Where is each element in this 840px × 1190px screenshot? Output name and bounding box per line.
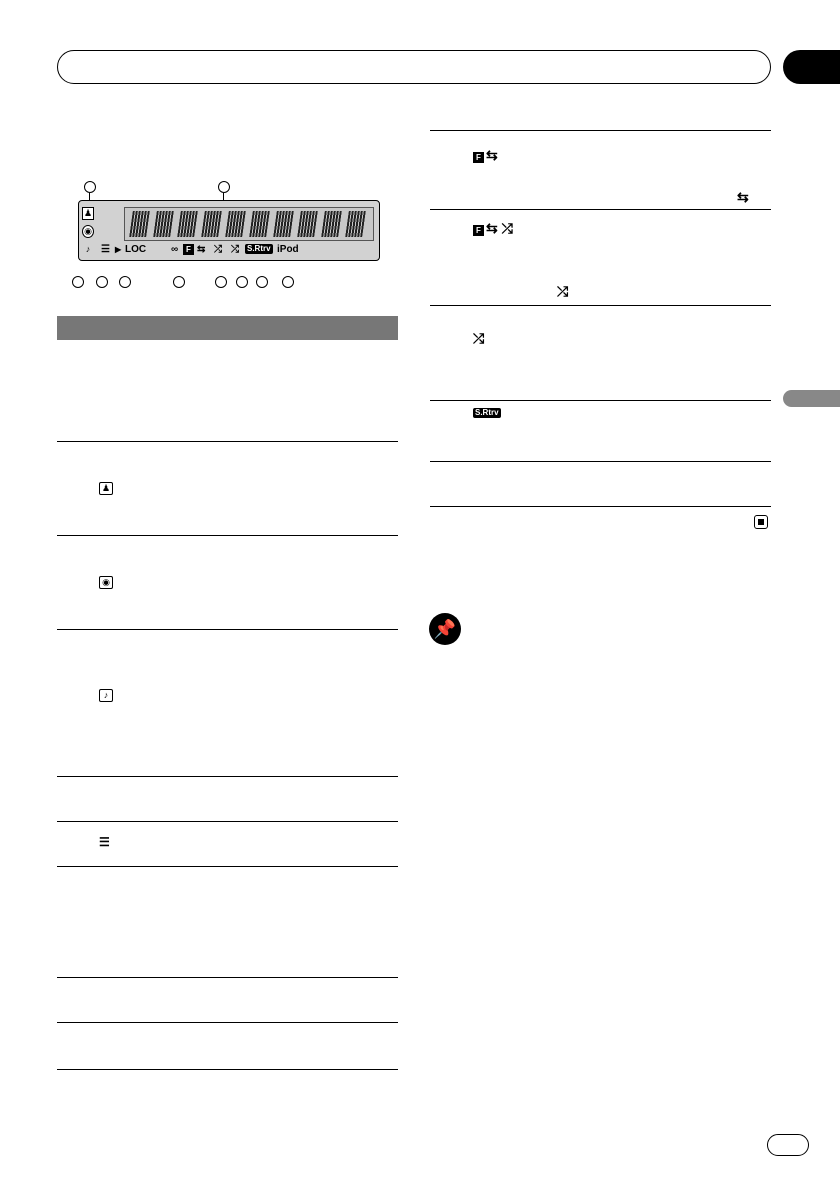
table-rule bbox=[57, 821, 398, 822]
random-icon: ⤮ bbox=[214, 244, 222, 255]
person-icon: ♟ bbox=[99, 482, 113, 495]
table-rule bbox=[430, 130, 771, 131]
folder-icon: F bbox=[183, 244, 196, 255]
repeat-icon: ⇆ bbox=[197, 244, 206, 255]
srtrv-icon: S.Rtrv bbox=[475, 408, 499, 417]
section-tab bbox=[783, 50, 840, 84]
list-icon: ☰ bbox=[101, 244, 110, 255]
ipod-indicator: iPod bbox=[277, 244, 299, 255]
callout-4 bbox=[96, 276, 108, 288]
repeat-icon: ⇆ bbox=[737, 189, 749, 205]
callout-1 bbox=[84, 181, 96, 193]
stereo-icon: ∞ bbox=[171, 244, 179, 255]
table-rule bbox=[57, 776, 398, 777]
display-figure bbox=[58, 180, 400, 288]
list-icon: ☰ bbox=[99, 835, 110, 849]
table-rule bbox=[430, 209, 771, 210]
callout-5 bbox=[119, 276, 131, 288]
callout-6 bbox=[173, 276, 185, 288]
header-bar bbox=[57, 50, 771, 84]
table-rule bbox=[57, 866, 398, 867]
disc-icon: ◉ bbox=[99, 576, 113, 589]
table-rule bbox=[57, 535, 398, 536]
table-rule bbox=[57, 441, 398, 442]
side-tab bbox=[783, 390, 840, 407]
lcd-panel bbox=[78, 200, 380, 261]
person-icon: ♟ bbox=[83, 208, 93, 218]
folder-repeat-icon: F ⇆ bbox=[473, 148, 498, 163]
character-display bbox=[124, 207, 374, 241]
folder-repeat-random-icon: F ⇆ ⤮ bbox=[473, 221, 513, 236]
callout-8 bbox=[236, 276, 248, 288]
stop-icon bbox=[754, 515, 768, 529]
table-rule bbox=[57, 1069, 398, 1070]
callout-9 bbox=[256, 276, 268, 288]
table-rule bbox=[430, 506, 771, 507]
music-note-icon: ♪ bbox=[99, 689, 113, 702]
loc-indicator: LOC bbox=[125, 244, 147, 255]
page-number-oval bbox=[767, 1134, 809, 1156]
table-rule bbox=[57, 1022, 398, 1023]
callout-2 bbox=[218, 181, 230, 193]
callout-7 bbox=[215, 276, 227, 288]
table-rule bbox=[430, 400, 771, 401]
random-icon: ⤮ bbox=[557, 283, 569, 299]
table-rule bbox=[57, 629, 398, 630]
srtrv-indicator: S.Rtrv bbox=[247, 244, 271, 253]
table-rule bbox=[430, 461, 771, 462]
arrow-icon: ▶ bbox=[115, 245, 122, 254]
table-rule bbox=[57, 977, 398, 978]
shuffle-icon: ⤮ bbox=[473, 330, 485, 346]
pushpin-icon: 📌 bbox=[429, 613, 461, 645]
music-note-icon: ♪ bbox=[82, 243, 94, 256]
table-header bbox=[57, 316, 398, 340]
shuffle-icon: ⤮ bbox=[231, 244, 239, 255]
callout-3 bbox=[72, 276, 84, 288]
table-rule bbox=[430, 305, 771, 306]
disc-icon: ◉ bbox=[82, 225, 94, 238]
callout-10 bbox=[282, 276, 294, 288]
